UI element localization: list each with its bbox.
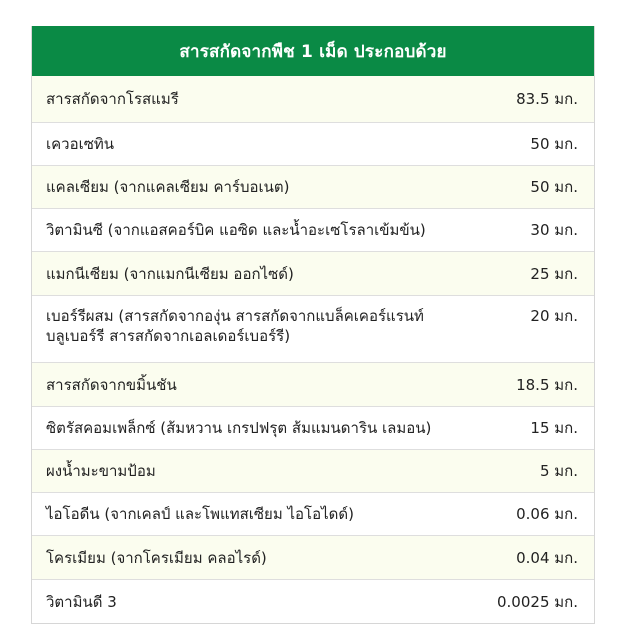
ingredient-amount: 0.06 มก. xyxy=(516,505,578,523)
table-row xyxy=(32,406,594,449)
table-header: สารสกัดจากพืช 1 เม็ด ประกอบด้วย xyxy=(32,26,594,76)
ingredient-amount: 0.04 มก. xyxy=(516,548,578,567)
ingredient-name: เควอเซทิน xyxy=(46,135,115,153)
ingredient-name: สารสกัดจากโรสแมรี xyxy=(46,90,179,108)
ingredient-name: แมกนีเซียม (จากแมกนีเซียม ออกไซด์) xyxy=(46,264,294,283)
table-row xyxy=(32,251,594,295)
table-row xyxy=(32,492,594,535)
table-body xyxy=(32,76,594,623)
ingredient-name: แคลเซียม (จากแคลเซียม คาร์บอเนต) xyxy=(46,178,290,196)
ingredient-amount: 5 มก. xyxy=(539,462,578,480)
table-row xyxy=(32,165,594,208)
table-row xyxy=(32,362,594,406)
table-row xyxy=(32,295,594,362)
table-row xyxy=(32,122,594,165)
table-row xyxy=(32,579,594,623)
ingredient-amount: 50 มก. xyxy=(530,178,578,196)
table-row xyxy=(32,208,594,251)
ingredient-amount: 20 มก. xyxy=(530,307,578,325)
ingredient-name: ผงน้ำมะขามป้อม xyxy=(46,462,156,480)
table-row xyxy=(32,535,594,579)
ingredient-name: ซิตรัสคอมเพล็กซ์ (ส้มหวาน เกรปฟรุต ส้มแมนดาริน เลมอน) xyxy=(46,419,432,437)
ingredient-name: ไอโอดีน (จากเคลป์ และโพแทสเซียม ไอโอไดด์) xyxy=(46,505,354,523)
ingredient-amount: 83.5 มก. xyxy=(516,90,578,108)
ingredient-amount: 15 มก. xyxy=(530,419,578,437)
ingredient-name: วิตามินดี 3 xyxy=(46,592,117,611)
ingredient-amount: 0.0025 มก. xyxy=(497,592,578,611)
ingredient-amount: 25 มก. xyxy=(530,264,578,283)
ingredients-table xyxy=(31,26,595,624)
ingredient-amount: 50 มก. xyxy=(530,135,578,153)
ingredient-name: สารสกัดจากขมิ้นชัน xyxy=(46,375,177,394)
ingredient-name: เบอร์รีผสม (สารสกัดจากองุ่น สารสกัดจากแบล็คเคอร์แรนท์ บลูเบอร์รี สารสกัดจากเอลเดอร์เบอร์รี) xyxy=(46,307,424,345)
ingredient-amount: 30 มก. xyxy=(530,221,578,239)
ingredient-name: วิตามินซี (จากแอสคอร์บิค แอซิด และน้ำอะเซโรลาเข้มข้น) xyxy=(46,221,426,239)
ingredient-amount: 18.5 มก. xyxy=(516,375,578,394)
ingredient-name: โครเมียม (จากโครเมียม คลอไรด์) xyxy=(46,548,267,567)
table-row xyxy=(32,449,594,492)
table-row xyxy=(32,76,594,122)
